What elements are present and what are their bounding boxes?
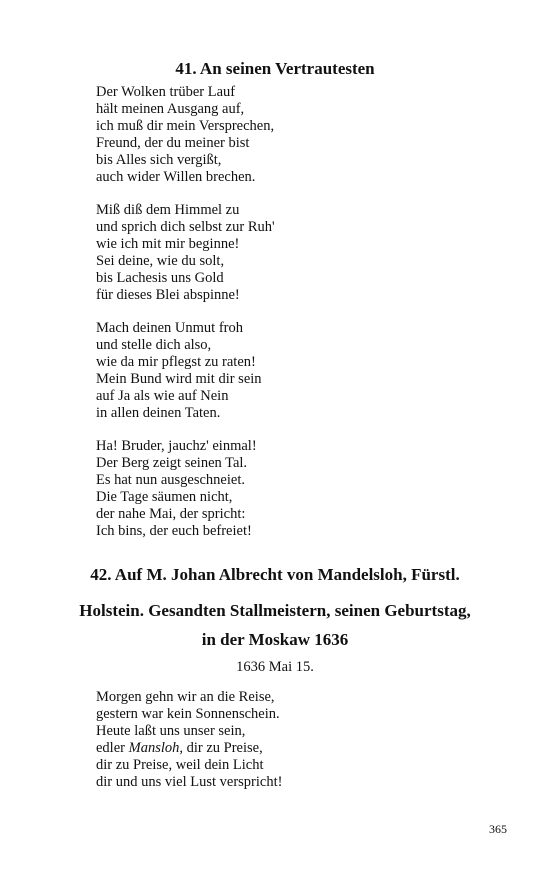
verse-fragment: edler xyxy=(96,740,129,756)
verse-line: Ich bins, der euch befreiet! xyxy=(96,523,252,539)
verse-line: Es hat nun ausgeschneiet. xyxy=(96,472,245,488)
verse-line: dir und uns viel Lust verspricht! xyxy=(96,774,283,790)
verse-line: gestern war kein Sonnenschein. xyxy=(96,706,280,722)
poem-42-stanza-1 xyxy=(96,689,516,791)
poem-41-stanza-4 xyxy=(96,438,516,540)
verse-line: bis Alles sich vergißt, xyxy=(96,152,222,168)
verse-line: Miß diß dem Himmel zu xyxy=(96,202,240,218)
verse-line: Freund, der du meiner bist xyxy=(96,135,250,151)
verse-line: hält meinen Ausgang auf, xyxy=(96,101,245,117)
verse-line: Der Wolken trüber Lauf xyxy=(96,84,236,100)
verse-line: und stelle dich also, xyxy=(96,337,212,353)
verse-line: Der Berg zeigt seinen Tal. xyxy=(96,455,248,471)
italic-name: Mansloh, xyxy=(128,740,183,756)
poem-42-title-line-1: 42. Auf M. Johan Albrecht von Mandelsloh, Fürstl. xyxy=(90,565,460,584)
verse-line: wie da mir pflegst zu raten! xyxy=(96,354,256,370)
verse-line: Mach deinen Unmut froh xyxy=(96,320,243,336)
verse-line: wie ich mit mir beginne! xyxy=(96,236,240,252)
page-number: 365 xyxy=(489,822,507,836)
verse-line: der nahe Mai, der spricht: xyxy=(96,506,246,522)
verse-line: auf Ja als wie auf Nein xyxy=(96,388,229,404)
verse-line: auch wider Willen brechen. xyxy=(96,169,256,185)
poem-41-stanza-1 xyxy=(96,84,516,186)
poem-41-stanza-2 xyxy=(96,202,516,304)
verse-line: für dieses Blei abspinne! xyxy=(96,287,240,303)
verse-fragment: dir zu Preise, xyxy=(182,740,263,756)
verse-line: Morgen gehn wir an die Reise, xyxy=(96,689,275,705)
poem-42-date: 1636 Mai 15. xyxy=(236,659,314,675)
verse-line: dir zu Preise, weil dein Licht xyxy=(96,757,264,773)
poem-42-title-line-3: in der Moskaw 1636 xyxy=(201,630,349,649)
poem-42-title-line-2: Holstein. Gesandten Stallmeistern, seinen Geburtstag, xyxy=(79,601,471,620)
verse-line: Ha! Bruder, jauchz' einmal! xyxy=(96,438,257,454)
verse-line: ich muß dir mein Versprechen, xyxy=(96,118,275,134)
verse-line: Heute laßt uns unser sein, xyxy=(96,723,246,739)
poem-41-title: 41. An seinen Vertrautesten xyxy=(175,59,375,78)
verse-line: Sei deine, wie du solt, xyxy=(96,253,225,269)
verse-line: Die Tage säumen nicht, xyxy=(96,489,233,505)
poem-41-stanza-3 xyxy=(96,320,516,422)
verse-line: Mein Bund wird mit dir sein xyxy=(96,371,262,387)
verse-line: in allen deinen Taten. xyxy=(96,405,221,421)
verse-line: und sprich dich selbst zur Ruh' xyxy=(96,219,275,235)
verse-line-with-name xyxy=(96,740,516,757)
verse-line: bis Lachesis uns Gold xyxy=(96,270,224,286)
